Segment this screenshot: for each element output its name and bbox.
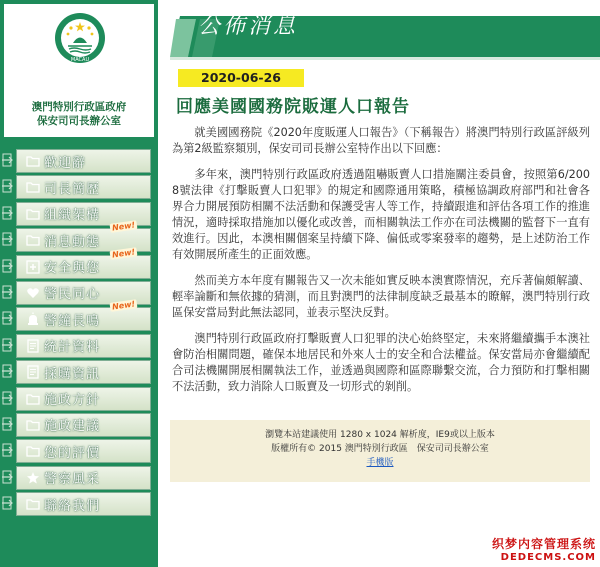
- sidebar-item-label: 司長簡歷: [44, 181, 101, 197]
- folder-icon: [26, 497, 40, 511]
- arrow-right-icon: [2, 391, 15, 405]
- arrow-right-icon: [2, 259, 15, 273]
- sidebar-item: [0, 175, 158, 199]
- sidebar-item-label: 警鐘長鳴: [44, 313, 101, 329]
- watermark-title: 织梦内容管理系统: [491, 537, 596, 551]
- sidebar-item-label: 採購資訊: [44, 366, 101, 382]
- article-paragraph: 多年來，澳門特別行政區政府透過阻嚇販賣人口措施關注委員會，按照第6/2008號法律《打擊販賣人口犯罪》的規定和國際通用策略，積極協調政府部門和社會各界合力開展預防相關不法活動和保護受害人等工作，持續跟進和評估各項工作的推進情況，適時採取措施加以優化或改善，而相關執法工作亦在司法機關的監督下一直有效進行。因此，本澳相關個案呈持續下降、偏低或零案發率的趨勢，是上述防治工作有效開展所產生的正面效應。: [172, 168, 590, 261]
- sidebar-menu-button[interactable]: [16, 387, 151, 411]
- sidebar-item-label: 警察風采: [44, 472, 101, 488]
- sidebar-menu-button[interactable]: [16, 492, 151, 516]
- article-body: [172, 125, 590, 405]
- new-badge: New!: [111, 246, 136, 260]
- brand-header: [4, 4, 154, 137]
- sidebar-item: [0, 439, 158, 463]
- arrow-right-icon: [2, 179, 15, 193]
- sidebar-item: [0, 360, 158, 384]
- star-icon: [26, 471, 40, 485]
- arrow-right-icon: [2, 443, 15, 457]
- publish-date: 2020-06-26: [178, 69, 304, 87]
- organization-name-line1: 澳門特別行政區政府: [31, 101, 127, 113]
- sidebar-item: [0, 466, 158, 490]
- article-paragraph: 澳門特別行政區政府打擊販賣人口犯罪的決心始終堅定，未來將繼續攜手本澳社會防治相關問題，確保本地居民和外來人士的安全和合法權益。保安當局亦會繼續配合司法機關開展相關執法工作，並透過與國際和區際聯繫交流，合力預防和打擊相關不法活動，致力消除人口販賣及一切形式的剝削。: [172, 332, 590, 393]
- copyright-notice: 版權所有© 2015 澳門特別行政區 保安司司長辦公室: [271, 444, 489, 454]
- sidebar-item: [0, 492, 158, 516]
- sidebar-item: [0, 149, 158, 173]
- sidebar-item-label: 安全與您: [44, 261, 101, 277]
- sidebar-menu-button[interactable]: [16, 255, 151, 279]
- folder-icon: [26, 418, 40, 432]
- arrow-right-icon: [2, 311, 15, 325]
- arrow-right-icon: [2, 417, 15, 431]
- emblem-text: MACAU: [70, 57, 90, 63]
- arrow-right-icon: [2, 364, 15, 378]
- sidebar-item-label: 統計資料: [44, 340, 101, 356]
- arrow-right-icon: [2, 285, 15, 299]
- arrow-right-icon: [2, 206, 15, 220]
- page-footer: [170, 420, 590, 482]
- heart-icon: [26, 286, 40, 300]
- document-icon: [26, 339, 40, 353]
- sidebar-item-label: 聯絡我們: [44, 498, 101, 514]
- main-content: [158, 0, 600, 567]
- sidebar-item-label: 組織架構: [44, 208, 101, 224]
- mobile-version-link[interactable]: 手機版: [366, 458, 394, 468]
- sidebar-menu-button[interactable]: [16, 307, 151, 331]
- folder-icon: [26, 207, 40, 221]
- section-title: 公佈消息: [198, 14, 299, 39]
- sidebar: [0, 0, 158, 567]
- arrow-right-icon: [2, 496, 15, 510]
- watermark-domain: DEDECMS.COM: [500, 552, 596, 563]
- new-badge: New!: [111, 220, 136, 233]
- sidebar-item: [0, 413, 158, 437]
- organization-name: [4, 100, 154, 128]
- sidebar-menu-button[interactable]: [16, 413, 151, 437]
- folder-icon: [26, 180, 40, 194]
- watermark: [492, 535, 596, 563]
- sidebar-menu-button[interactable]: [16, 149, 151, 173]
- document-icon: [26, 365, 40, 379]
- alarm-icon: [26, 312, 40, 326]
- sidebar-menu-button[interactable]: [16, 175, 151, 199]
- sidebar-item-label: 施政方針: [44, 393, 101, 409]
- folder-icon: [26, 154, 40, 168]
- article-headline: 回應美國國務院販運人口報告: [176, 97, 410, 117]
- sidebar-menu: [0, 149, 158, 518]
- sidebar-item-label: 施政建議: [44, 419, 101, 435]
- browser-recommendation: 瀏覽本站建議使用 1280 x 1024 解析度，IE9或以上版本: [265, 430, 495, 440]
- sidebar-item: [0, 299, 158, 331]
- sidebar-menu-button[interactable]: [16, 439, 151, 463]
- arrow-right-icon: [2, 338, 15, 352]
- arrow-right-icon: [2, 153, 15, 167]
- folder-icon: [26, 392, 40, 406]
- plus-square-icon: [26, 260, 40, 274]
- sidebar-item: [0, 246, 158, 279]
- arrow-right-icon: [2, 470, 15, 484]
- folder-icon: [26, 444, 40, 458]
- sidebar-item: [0, 387, 158, 411]
- organization-name-line2: 保安司司長辦公室: [37, 115, 121, 127]
- sidebar-item-label: 歡迎辭: [44, 155, 87, 171]
- sidebar-item-label: 警民同心: [44, 287, 101, 303]
- article-paragraph: 就美國國務院《2020年度販運人口報告》（下稱報告）將澳門特別行政區評級列為第2級監察類別，保安司司長辦公室特作出以下回應：: [172, 126, 590, 155]
- article-paragraph: 然而美方本年度有關報告又一次未能如實反映本澳實際情況，充斥著偏頗解讀、輕率論斷和無依據的猜測，而且對澳門的法律制度缺乏最基本的瞭解，澳門特別行政區保安當局對此無法認同，並表示堅決反對。: [172, 274, 590, 319]
- sidebar-menu-button[interactable]: [16, 466, 151, 490]
- brand-divider: [4, 137, 154, 145]
- arrow-right-icon: [2, 232, 15, 246]
- folder-icon: [26, 233, 40, 247]
- sidebar-item-label: 您的評價: [44, 445, 101, 461]
- new-badge: New!: [111, 299, 136, 312]
- sidebar-menu-button[interactable]: [16, 334, 151, 358]
- macau-emblem-logo[interactable]: [54, 12, 106, 64]
- sidebar-item-label: 消息動態: [44, 234, 101, 250]
- sidebar-menu-button[interactable]: [16, 360, 151, 384]
- sidebar-item: [0, 334, 158, 358]
